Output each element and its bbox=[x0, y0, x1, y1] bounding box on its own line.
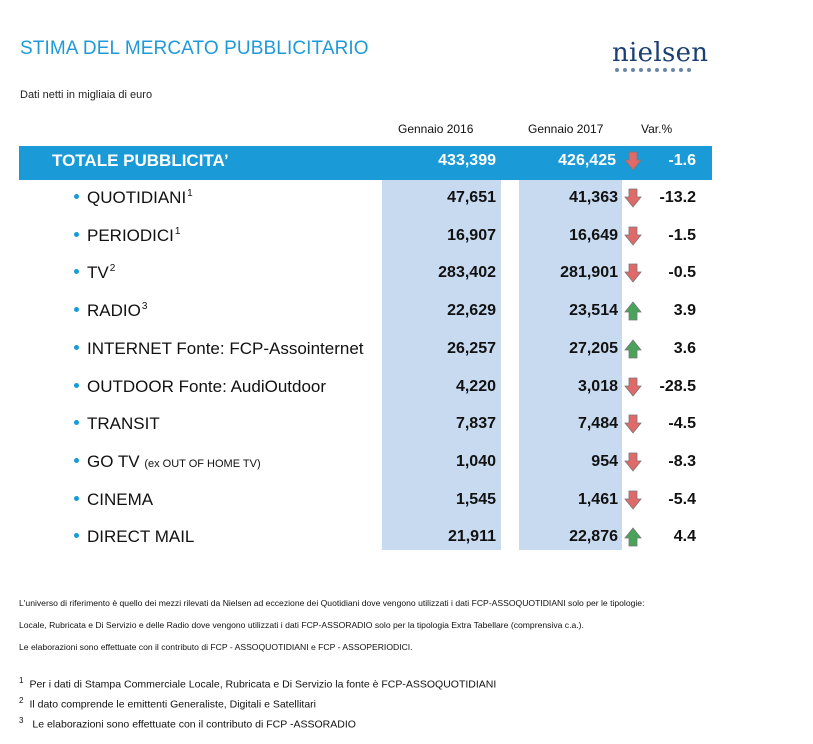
value-2017: 3,018 bbox=[577, 378, 618, 395]
footnote-marker: 2 bbox=[109, 263, 116, 275]
value-2016: 21,911 bbox=[447, 528, 496, 545]
variation-value: 3.9 bbox=[673, 302, 696, 319]
row-label bbox=[74, 527, 194, 547]
logo-text: nielsen bbox=[612, 38, 709, 68]
total-value-2016: 433,399 bbox=[438, 152, 496, 169]
bullet-icon bbox=[74, 232, 79, 237]
row-label-text: TRANSIT bbox=[87, 414, 160, 433]
variation-value: -4.5 bbox=[668, 415, 696, 432]
row-label-text: GO TV bbox=[87, 452, 145, 471]
value-2016: 1,040 bbox=[455, 453, 496, 470]
bullet-icon bbox=[74, 420, 79, 425]
bullet-icon bbox=[74, 345, 79, 350]
note-line bbox=[19, 676, 496, 691]
variation-value: -13.2 bbox=[659, 189, 696, 206]
value-2017: 27,205 bbox=[569, 340, 618, 357]
note-marker: 3 bbox=[19, 716, 24, 725]
bullet-icon bbox=[74, 496, 79, 501]
variation-value: -1.5 bbox=[668, 227, 696, 244]
bullet-icon bbox=[74, 383, 79, 388]
value-2017: 1,461 bbox=[577, 491, 618, 508]
row-label bbox=[74, 490, 153, 510]
total-value-2017: 426,425 bbox=[558, 152, 616, 169]
value-2017: 954 bbox=[591, 453, 618, 470]
value-2017: 23,514 bbox=[569, 302, 618, 319]
value-2017: 16,649 bbox=[569, 227, 618, 244]
bullet-icon bbox=[74, 194, 79, 199]
row-note: (ex OUT OF HOME TV) bbox=[144, 458, 261, 470]
note-text: Per i dati di Stampa Commerciale Locale, Rubricata e Di Servizio la fonte è FCP-ASSOQUOTIDIANI bbox=[29, 678, 497, 691]
footnote-line: L'universo di riferimento è quello dei mezzi rilevati da Nielsen ad eccezione dei Quotidiani dove vengono utilizzati i dati FCP-ASSOQUOTIDIANI solo per le tipologie: bbox=[19, 598, 645, 608]
value-2017: 7,484 bbox=[577, 415, 618, 432]
nielsen-logo bbox=[612, 38, 709, 76]
row-label-text: INTERNET Fonte: FCP-Assointernet bbox=[87, 339, 364, 358]
row-label bbox=[74, 263, 115, 283]
footnote-line: Locale, Rubricata e Di Servizio e delle Radio dove vengono utilizzati i dati FCP-ASSORADIO solo per la tipologia Extra Tabellare (comprensiva c.a.). bbox=[19, 620, 584, 630]
variation-value: -8.3 bbox=[668, 453, 696, 470]
column-header-2017: Gennaio 2017 bbox=[528, 122, 604, 136]
total-var: -1.6 bbox=[668, 152, 696, 169]
note-marker: 2 bbox=[19, 696, 24, 705]
footnote-line: Le elaborazioni sono effettuate con il contributo di FCP - ASSOQUOTIDIANI e FCP - ASSOPERIODICI. bbox=[19, 642, 413, 652]
value-2016: 1,545 bbox=[455, 491, 496, 508]
value-2017: 22,876 bbox=[569, 528, 618, 545]
value-2016: 22,629 bbox=[447, 302, 496, 319]
column-header-var: Var.% bbox=[641, 122, 673, 136]
value-2017: 281,901 bbox=[560, 264, 618, 281]
row-label-text: CINEMA bbox=[87, 490, 154, 509]
trend-down-icon bbox=[624, 151, 642, 171]
row-label bbox=[74, 226, 180, 246]
note-line bbox=[19, 716, 356, 731]
row-label-text: TV bbox=[87, 263, 109, 282]
bullet-icon bbox=[74, 458, 79, 463]
row-label-text: DIRECT MAIL bbox=[87, 527, 195, 546]
row-label-text: RADIO bbox=[87, 301, 141, 320]
row-label-text: PERIODICI bbox=[87, 226, 174, 245]
row-label bbox=[74, 188, 193, 208]
value-2016: 16,907 bbox=[447, 227, 496, 244]
column-header-2016: Gennaio 2016 bbox=[398, 122, 474, 136]
footnote-marker: 1 bbox=[174, 226, 181, 238]
page-title: STIMA DEL MERCATO PUBBLICITARIO bbox=[20, 38, 369, 59]
footnote-marker: 1 bbox=[187, 188, 193, 200]
logo-dots bbox=[615, 68, 698, 72]
row-label bbox=[74, 301, 147, 321]
row-label bbox=[74, 339, 364, 359]
row-label bbox=[74, 452, 261, 472]
row-label-text: QUOTIDIANI bbox=[87, 188, 187, 207]
value-2016: 283,402 bbox=[438, 264, 496, 281]
variation-value: -5.4 bbox=[668, 491, 696, 508]
value-2017: 41,363 bbox=[569, 189, 618, 206]
value-2016: 7,837 bbox=[455, 415, 496, 432]
variation-value: 3.6 bbox=[673, 340, 696, 357]
subtitle: Dati netti in migliaia di euro bbox=[20, 89, 153, 101]
note-text: Le elaborazioni sono effettuate con il contributo di FCP -ASSORADIO bbox=[29, 718, 356, 731]
value-2016: 47,651 bbox=[447, 189, 496, 206]
note-marker: 1 bbox=[19, 676, 24, 685]
bullet-icon bbox=[74, 307, 79, 312]
bullet-icon bbox=[74, 269, 79, 274]
row-label bbox=[74, 377, 326, 397]
note-line bbox=[19, 696, 316, 711]
row-label bbox=[74, 414, 160, 434]
value-2016: 26,257 bbox=[447, 340, 496, 357]
total-label: TOTALE PUBBLICITA’ bbox=[52, 151, 229, 170]
variation-value: -0.5 bbox=[668, 264, 696, 281]
bullet-icon bbox=[74, 533, 79, 538]
note-text: Il dato comprende le emittenti Generaliste, Digitali e Satellitari bbox=[29, 698, 317, 711]
value-2016: 4,220 bbox=[455, 378, 496, 395]
row-label-text: OUTDOOR Fonte: AudiOutdoor bbox=[87, 377, 327, 396]
variation-value: -28.5 bbox=[659, 378, 696, 395]
variation-value: 4.4 bbox=[673, 528, 696, 545]
footnote-marker: 3 bbox=[141, 301, 148, 313]
